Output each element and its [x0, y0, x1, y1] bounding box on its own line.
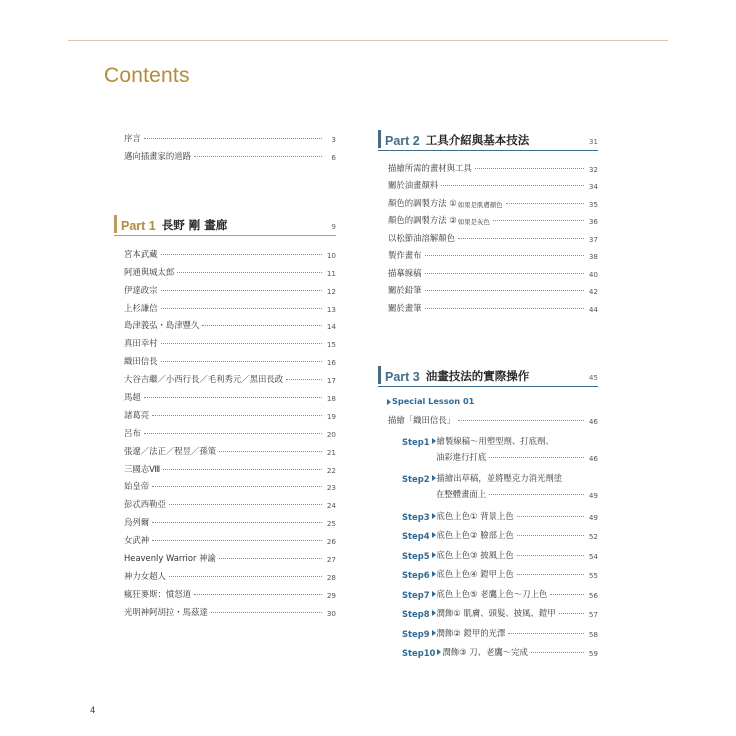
toc-entry[interactable] — [124, 314, 336, 332]
lesson-page: 46 — [588, 417, 598, 426]
step-entry[interactable] — [402, 542, 598, 561]
part3-title: 油畫技法的實際操作 — [425, 369, 530, 383]
leader-dots — [202, 325, 322, 326]
toc-entry[interactable] — [124, 331, 336, 349]
toc-entry-page: 20 — [326, 429, 336, 439]
part2-label: Part 2 — [385, 134, 420, 148]
step-title: 底色上色④ 鎧甲上色 — [436, 569, 514, 579]
toc-entry-title: 關於鉛筆 — [388, 285, 422, 295]
toc-entry-title: 織田信長 — [124, 356, 158, 367]
lesson-entry[interactable] — [388, 408, 598, 426]
part3-header — [378, 364, 598, 384]
leader-dots — [425, 290, 585, 291]
toc-entry-title: 神力女超人 — [124, 570, 166, 581]
leader-dots — [163, 469, 322, 470]
part1-page: 9 — [331, 222, 336, 231]
step-label: Step5 — [402, 550, 430, 561]
step-label: Step3 — [402, 511, 430, 522]
arrow-icon — [432, 475, 436, 481]
leader-dots — [161, 361, 323, 362]
toc-entry[interactable] — [388, 191, 598, 209]
toc-entry-page: 27 — [326, 555, 336, 565]
toc-entry-page: 19 — [326, 411, 336, 421]
step-entry[interactable] — [402, 581, 598, 600]
toc-entry[interactable] — [124, 492, 336, 510]
leader-dots — [152, 540, 322, 541]
leader-dots — [152, 486, 322, 487]
toc-entry-title: 以松節油溶解顏色 — [388, 232, 455, 243]
toc-entry[interactable] — [124, 144, 336, 162]
toc-entry-page: 36 — [588, 217, 598, 226]
toc-entry[interactable] — [388, 226, 598, 244]
leader-dots — [425, 273, 585, 274]
toc-entry-page: 37 — [588, 234, 598, 244]
page-number: 4 — [90, 706, 96, 716]
toc-entry-title: 描繪所需的畫材與工具 — [388, 162, 472, 173]
toc-entry[interactable] — [124, 582, 336, 600]
step-entry[interactable] — [402, 601, 598, 620]
toc-entry-page: 12 — [326, 286, 336, 296]
leader-dots — [475, 168, 584, 169]
leader-dots — [152, 522, 322, 523]
toc-entry-title: Heavenly Warrior 神諭 — [124, 553, 216, 564]
toc-entry-title: 關於油畫顏料 — [388, 180, 439, 190]
toc-entry[interactable] — [124, 349, 336, 367]
step-title: 底色上色⑤ 老鷹上色～刀上色 — [436, 588, 548, 599]
toc-entry-title: 烏列爾 — [124, 517, 150, 528]
step-page: 55 — [588, 571, 598, 580]
part2-underline — [378, 150, 598, 151]
step-label: Step6 — [402, 570, 430, 580]
toc-entry[interactable] — [388, 279, 598, 297]
leader-dots — [441, 185, 584, 186]
step-entry[interactable] — [402, 523, 598, 542]
part2-accent-bar — [378, 130, 381, 148]
leader-dots — [169, 504, 322, 505]
toc-entry-title: 島津義弘・島津豐久 — [124, 320, 200, 331]
leader-dots — [219, 558, 322, 559]
toc-entry-page: 18 — [326, 394, 336, 404]
leader-dots — [161, 308, 323, 309]
leader-dots — [144, 433, 322, 434]
step-entry[interactable] — [402, 620, 598, 639]
step-label: Step8 — [402, 609, 430, 619]
toc-entry-page: 22 — [326, 465, 336, 475]
part2-header — [378, 128, 598, 148]
toc-entry-page: 17 — [326, 376, 336, 386]
leader-dots — [489, 457, 584, 458]
toc-entry[interactable] — [124, 278, 336, 296]
toc-entry[interactable] — [124, 367, 336, 385]
toc-entry[interactable] — [124, 126, 336, 144]
toc-entry-page: 14 — [326, 322, 336, 332]
step-page: 46 — [588, 453, 598, 463]
step-label: Step10 — [402, 648, 436, 658]
toc-entry-title: 真田幸村 — [124, 338, 158, 349]
leader-dots — [508, 633, 584, 634]
toc-entry[interactable] — [388, 261, 598, 279]
leader-dots — [517, 555, 584, 556]
leader-dots — [531, 652, 584, 653]
leader-dots — [517, 516, 584, 517]
special-lesson-label: Special Lesson 01 — [392, 396, 475, 406]
leader-dots — [458, 238, 584, 239]
toc-entry[interactable] — [388, 156, 598, 174]
toc-entry-title: 馬超 — [124, 392, 141, 403]
step-label: Step2 — [402, 474, 430, 484]
step-title: 繪製線稿～用塑型劑、打底劑、 — [436, 435, 554, 446]
leader-dots — [144, 138, 322, 139]
special-lesson-heading — [386, 396, 474, 406]
part3-label: Part 3 — [385, 370, 420, 384]
toc-entry-page: 21 — [326, 447, 336, 457]
leader-dots — [425, 255, 585, 256]
step-title: 底色上色② 臉部上色 — [436, 530, 514, 540]
step-entry[interactable] — [402, 503, 598, 522]
toc-entry[interactable] — [124, 242, 336, 260]
leader-dots — [517, 535, 584, 536]
toc-entry[interactable] — [124, 546, 336, 564]
leader-dots — [489, 494, 584, 495]
intro-list — [124, 126, 336, 162]
toc-entry-title: 伊達政宗 — [124, 284, 158, 295]
arrow-icon — [432, 438, 436, 444]
toc-entry-title: 宮本武藏 — [124, 248, 158, 259]
toc-entry-page: 25 — [326, 519, 336, 529]
step-entry[interactable] — [402, 562, 598, 581]
step-title-cont: 在整體畫面上 — [436, 489, 487, 499]
step-entry[interactable] — [402, 428, 598, 463]
toc-entry-page: 23 — [326, 483, 336, 493]
step-page: 57 — [588, 610, 598, 619]
part1-label: Part 1 — [121, 219, 156, 233]
toc-entry[interactable] — [124, 421, 336, 439]
toc-entry-page: 13 — [326, 304, 336, 314]
leader-dots — [161, 254, 323, 255]
leader-dots — [211, 612, 322, 613]
toc-entry[interactable] — [124, 475, 336, 493]
step-title: 底色上色① 背景上色 — [436, 510, 514, 521]
leader-dots — [152, 415, 322, 416]
toc-entry[interactable] — [124, 510, 336, 528]
leader-dots — [144, 397, 322, 398]
arrow-icon — [432, 591, 436, 597]
lesson-title: 描繪「織田信長」 — [388, 415, 455, 425]
toc-entry-title: 阿通與城太郎 — [124, 266, 175, 277]
toc-entry-title: 顏色的調製方法 ② — [388, 215, 457, 225]
toc-entry-page: 29 — [326, 590, 336, 600]
toc-entry-title: 女武神 — [124, 535, 150, 546]
toc-entry[interactable] — [124, 564, 336, 582]
toc-entry[interactable] — [388, 209, 598, 227]
step-title: 潤飾③ 刀、老鷹～完成 — [442, 647, 528, 657]
part1-title: 長野 剛 畫廊 — [161, 218, 228, 232]
toc-entry-page: 24 — [326, 501, 336, 511]
leader-dots — [506, 203, 584, 204]
step-title: 描繪出草稿，並將壓克力消光劑塗 — [436, 473, 563, 483]
toc-entry-note: 如果是肌膚顏色 — [457, 200, 503, 209]
toc-entry-title: 邁向插畫家的道路 — [124, 151, 191, 161]
leader-dots — [517, 574, 584, 575]
top-rule — [68, 40, 668, 41]
toc-entry-title: 顏色的調製方法 ① — [388, 197, 457, 208]
toc-entry-title: 大谷吉繼／小西行長／毛利秀元／黑田長政 — [124, 374, 284, 385]
toc-entry-title: 上杉謙信 — [124, 302, 158, 313]
toc-entry[interactable] — [124, 385, 336, 403]
toc-entry[interactable] — [124, 296, 336, 314]
toc-entry-page: 38 — [588, 252, 598, 261]
arrow-icon — [432, 571, 436, 577]
step-title: 潤飾② 鎧甲的光澤 — [436, 627, 506, 638]
leader-dots — [161, 290, 323, 291]
part2-list — [388, 156, 598, 314]
toc-entry-title: 製作畫布 — [388, 250, 422, 260]
toc-entry-title: 呂布 — [124, 427, 141, 438]
part1-accent-bar — [114, 215, 117, 233]
part1-underline — [114, 235, 336, 236]
step-label: Step4 — [402, 531, 430, 541]
arrow-icon — [432, 610, 436, 616]
toc-entry[interactable] — [124, 600, 336, 618]
toc-entry-title: 張遼／法正／程昱／孫策 — [124, 445, 217, 456]
step-page: 49 — [588, 512, 598, 522]
step-page: 58 — [588, 629, 598, 639]
arrow-icon — [437, 649, 441, 655]
step-label: Step1 — [402, 436, 430, 447]
arrow-icon — [432, 552, 436, 558]
leader-dots — [194, 156, 322, 157]
toc-entry-page: 15 — [326, 340, 336, 350]
toc-entry-page: 16 — [326, 358, 336, 368]
toc-entry-page: 40 — [588, 269, 598, 279]
toc-entry-title: 序言 — [124, 133, 141, 143]
toc-entry[interactable] — [124, 403, 336, 421]
leader-dots — [559, 613, 584, 614]
part3-underline — [378, 386, 598, 387]
leader-dots — [219, 451, 322, 452]
toc-entry-title: 彭忒西勒亞 — [124, 499, 166, 510]
toc-entry[interactable] — [388, 296, 598, 314]
leader-dots — [194, 594, 322, 595]
toc-entry-title: 關於畫筆 — [388, 302, 422, 313]
toc-entry[interactable] — [388, 174, 598, 192]
toc-entry-page: 32 — [588, 164, 598, 174]
toc-entry-title: 始皇帝 — [124, 481, 150, 492]
toc-entry-page: 44 — [588, 304, 598, 314]
leader-dots — [550, 594, 584, 595]
leader-dots — [458, 420, 584, 421]
toc-entry-title: 瘋狂麥斯：憤怒道 — [124, 588, 191, 599]
toc-entry-title: 描摹線稿 — [388, 267, 422, 278]
toc-entry-title: 光明神阿胡拉・馬茲達 — [124, 606, 208, 617]
leader-dots — [286, 379, 322, 380]
toc-entry[interactable] — [124, 528, 336, 546]
leader-dots — [161, 343, 323, 344]
toc-entry-note: 如果是灰色 — [457, 218, 490, 226]
part3-page: 45 — [588, 373, 598, 382]
part1-header — [114, 213, 336, 233]
toc-entry-page: 28 — [326, 572, 336, 582]
arrow-icon — [387, 399, 391, 405]
step-entry[interactable] — [402, 640, 598, 659]
arrow-icon — [432, 630, 436, 636]
step-page: 59 — [588, 649, 598, 658]
step-page: 49 — [588, 491, 598, 500]
toc-entry-page: 10 — [326, 250, 336, 260]
leader-dots — [493, 220, 584, 221]
step-page: 54 — [588, 551, 598, 561]
part3-accent-bar — [378, 366, 381, 384]
step-title: 潤飾① 肌膚、頭髮、披風、鎧甲 — [436, 608, 556, 618]
toc-entry-page: 26 — [326, 537, 336, 547]
toc-entry-title: 三國志Ⅷ — [124, 463, 161, 474]
step-page: 52 — [588, 532, 598, 541]
page-title: Contents — [104, 64, 190, 87]
part2-page: 31 — [588, 137, 598, 146]
leader-dots — [169, 576, 322, 577]
steps-list — [402, 428, 598, 659]
toc-entry[interactable] — [388, 244, 598, 262]
toc-entry-page: 35 — [588, 199, 598, 209]
step-label: Step9 — [402, 628, 430, 639]
lesson-entry-wrap — [388, 408, 598, 426]
part1-list — [124, 242, 336, 618]
toc-entry-page: 11 — [326, 268, 336, 278]
step-page: 56 — [588, 590, 598, 600]
step-entry[interactable] — [402, 466, 598, 501]
toc-entry-page: 3 — [331, 135, 336, 144]
toc-entry[interactable] — [124, 457, 336, 475]
toc-entry-page: 34 — [588, 182, 598, 191]
step-title: 底色上色③ 披風上色 — [436, 549, 514, 560]
toc-entry[interactable] — [124, 260, 336, 278]
toc-entry-page: 6 — [331, 153, 336, 162]
step-label: Step7 — [402, 589, 430, 600]
toc-entry-page: 42 — [588, 287, 598, 296]
toc-entry[interactable] — [124, 439, 336, 457]
step-title-cont: 油彩進行打底 — [436, 451, 487, 462]
leader-dots — [177, 272, 322, 273]
part2-title: 工具介紹與基本技法 — [425, 133, 530, 147]
leader-dots — [425, 308, 585, 309]
toc-entry-title: 諸葛亮 — [124, 409, 150, 420]
toc-entry-page: 30 — [326, 608, 336, 618]
arrow-icon — [432, 513, 436, 519]
arrow-icon — [432, 532, 436, 538]
